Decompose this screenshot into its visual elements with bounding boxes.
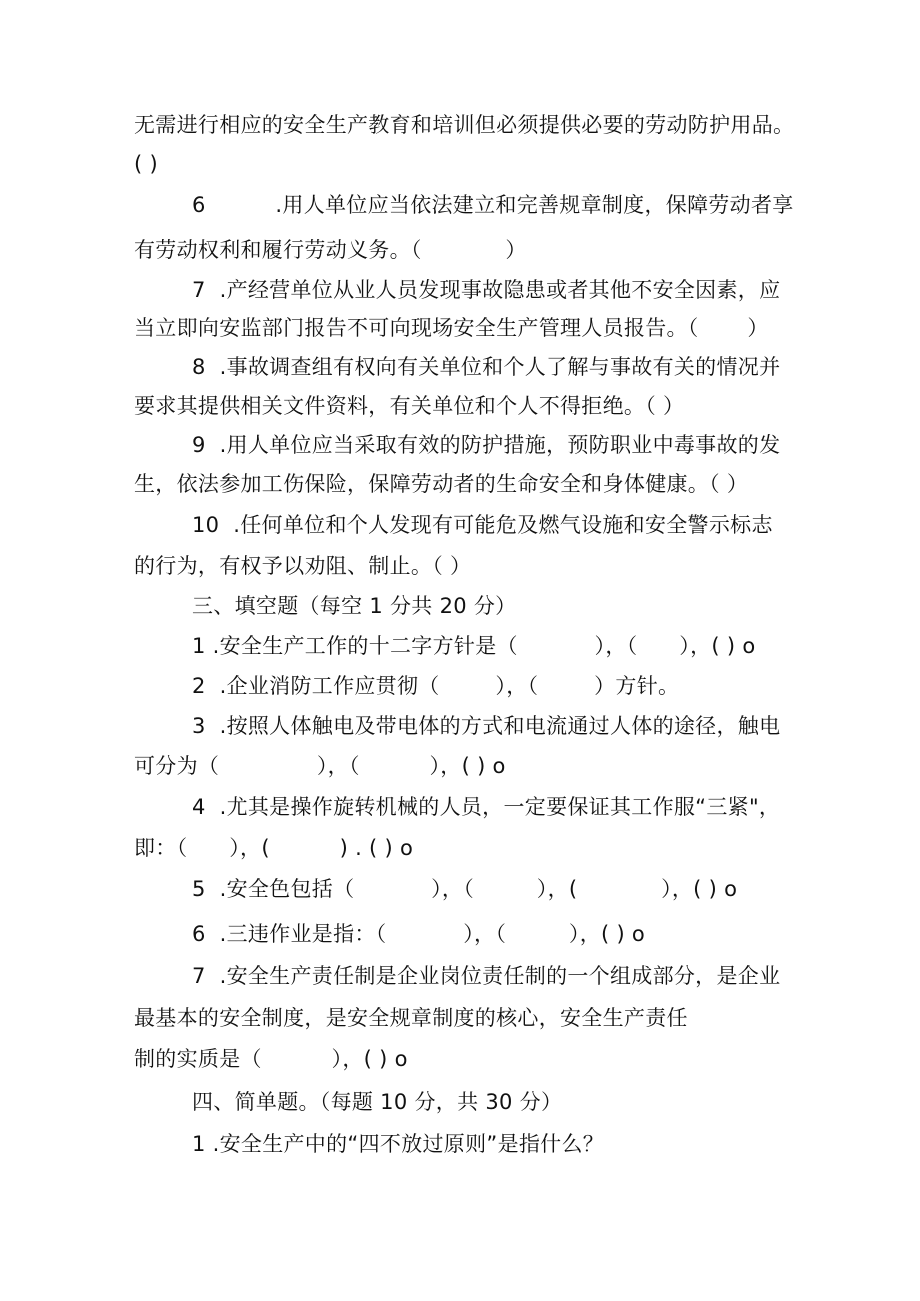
text-line: 6 .用人单位应当依法建立和完善规章制度，保障劳动者享 (192, 193, 794, 217)
text-line: 要求其提供相关文件资料，有关单位和个人不得拒绝。（ ） (134, 394, 685, 418)
text-line: ( ) (134, 152, 158, 176)
text-line: 1 .安全生产工作的十二字方针是（ ），（ ），( ) o (192, 634, 756, 658)
text-line: 7 .产经营单位从业人员发现事故隐患或者其他不安全因素，应 (192, 278, 781, 302)
text-line: 4 .尤其是操作旋转机械的人员，一定要保证其工作服“三紧"， (192, 795, 781, 819)
text-line: 的行为，有权予以劝阻、制止。（ ） (134, 554, 472, 578)
text-line: 当立即向安监部门报告不可向现场安全生产管理人员报告。（ ） (134, 316, 769, 340)
text-line: 8 .事故调查组有权向有关单位和个人了解与事故有关的情况并 (192, 355, 781, 379)
text-line: 最基本的安全制度，是安全规章制度的核心，安全生产责任 (134, 1006, 688, 1030)
text-line: 5 .安全色包括（ ），（ ），( ），( ) o (192, 877, 738, 901)
text-line: 有劳动权利和履行劳动义务。（ ） (134, 238, 527, 262)
text-line: 9 .用人单位应当采取有效的防护措施，预防职业中毒事故的发 (192, 433, 781, 457)
text-line: 制的实质是（ ），( ) o (134, 1047, 408, 1071)
text-line: 1 .安全生产中的“四不放过原则”是指什么？ (192, 1132, 605, 1156)
text-line: 即：（ ），( ) . ( ) o (134, 836, 414, 860)
text-line: 生，依法参加工伤保险，保障劳动者的生命安全和身体健康。（ ） (134, 472, 749, 496)
text-line: 6 .三违作业是指：（ ），（ ），( ) o (192, 922, 646, 946)
text-line: 7 .安全生产责任制是企业岗位责任制的一个组成部分，是企业 (192, 964, 781, 988)
text-line: 可分为（ ），（ ），( ) o (134, 754, 506, 778)
text-line: 无需进行相应的安全生产教育和培训但必须提供必要的劳动防护用品。 (134, 113, 795, 137)
text-line: 2 .企业消防工作应贯彻（ ），（ ）方针。 (192, 674, 680, 698)
section-heading: 四、简单题。（每题 10 分，共 30 分） (192, 1090, 563, 1114)
text-line: 10 .任何单位和个人发现有可能危及燃气设施和安全警示标志 (192, 513, 773, 537)
section-heading: 三、填空题（每空 1 分共 20 分） (192, 594, 517, 618)
text-line: 3 .按照人体触电及带电体的方式和电流通过人体的途径，触电 (192, 714, 781, 738)
